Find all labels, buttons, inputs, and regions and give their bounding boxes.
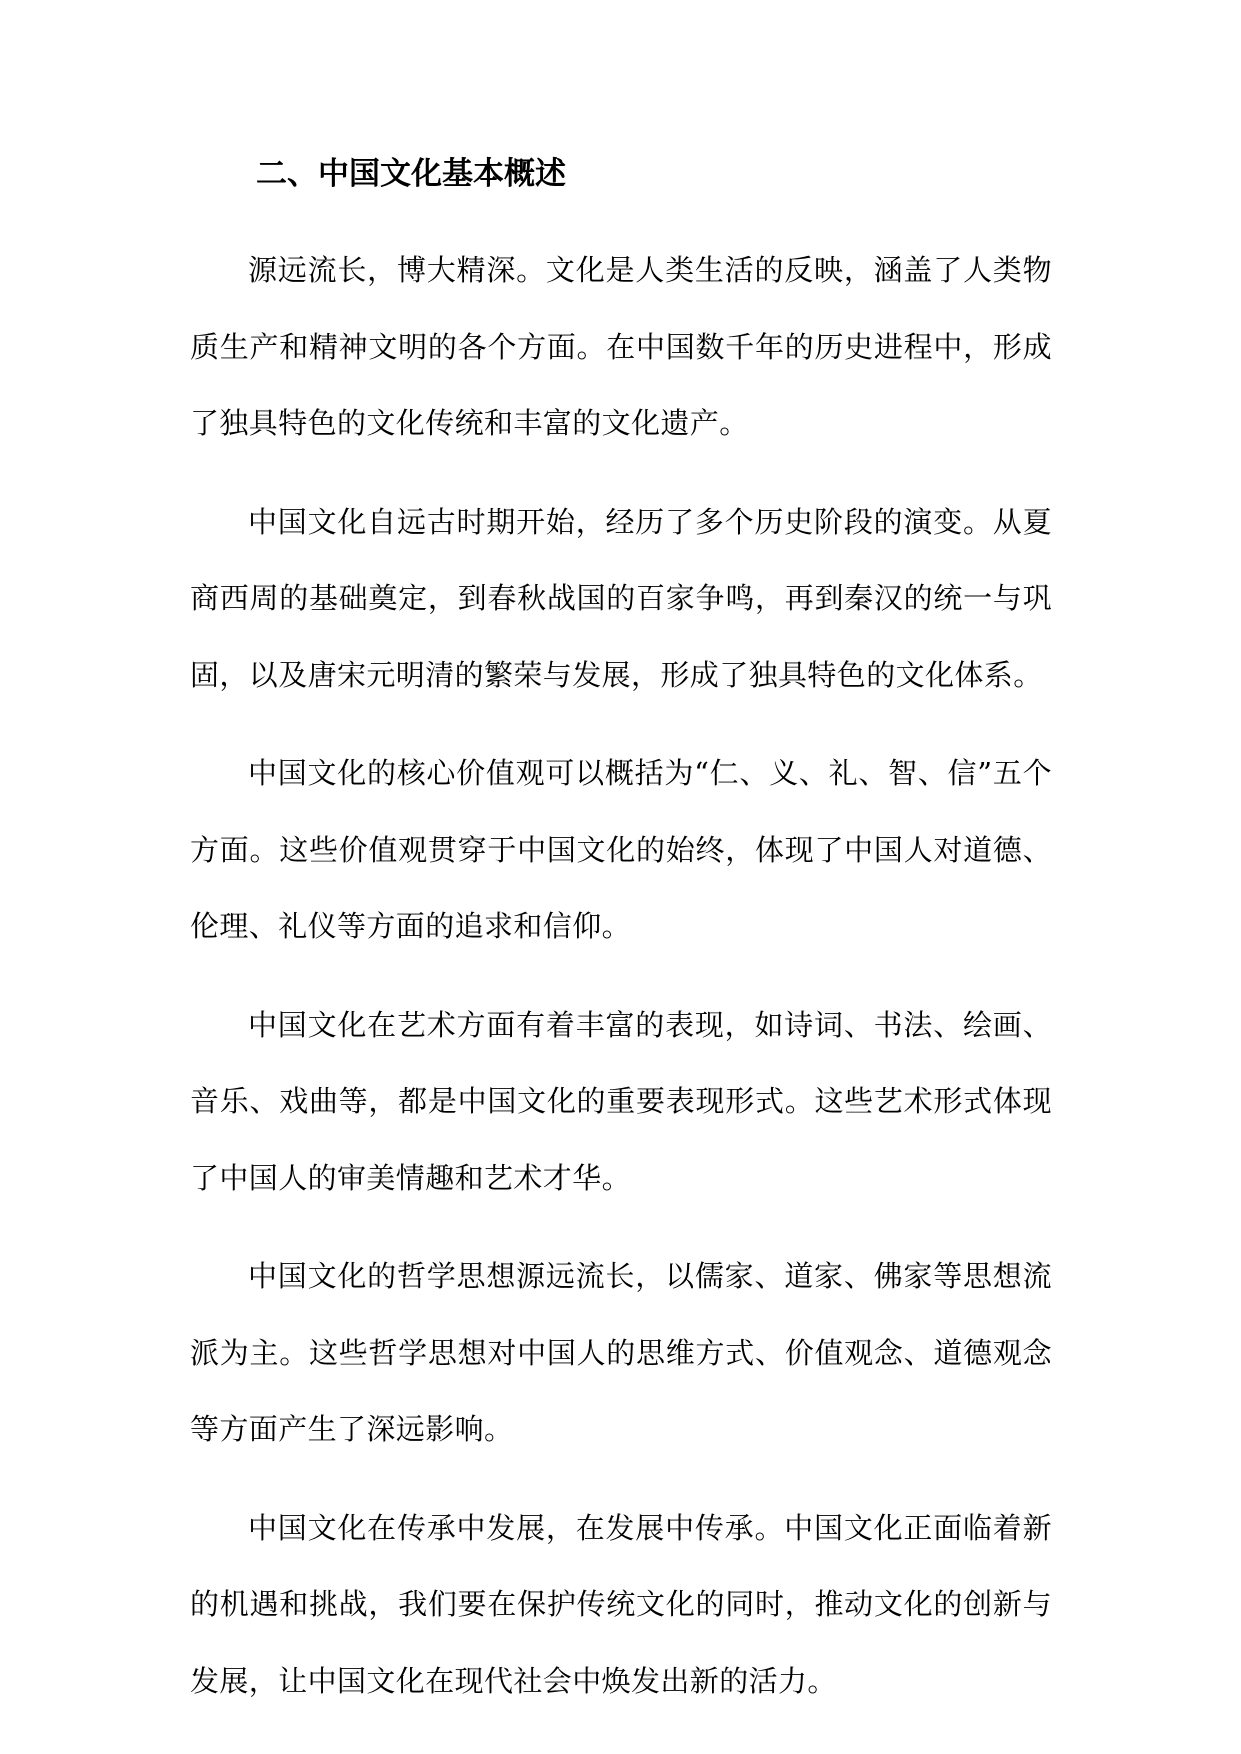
paragraph-philosophy: 中国文化的哲学思想源远流长，以儒家、道家、佛家等思想流派为主。这些哲学思想对中国人的思维方式、价值观念、道德观念等方面产生了深远影响。 bbox=[190, 1259, 1052, 1446]
paragraph-core-values: 中国文化的核心价值观可以概括为“仁、义、礼、智、信”五个方面。这些价值观贯穿于中国文化的始终，体现了中国人对道德、伦理、礼仪等方面的追求和信仰。 bbox=[190, 756, 1052, 943]
paragraph-origin: 源远流长，博大精深。文化是人类生活的反映，涵盖了人类物质生产和精神文明的各个方面。在中国数千年的历史进程中，形成了独具特色的文化传统和丰富的文化遗产。 bbox=[190, 253, 1052, 440]
paragraph-arts: 中国文化在艺术方面有着丰富的表现，如诗词、书法、绘画、音乐、戏曲等，都是中国文化的重要表现形式。这些艺术形式体现了中国人的审美情趣和艺术才华。 bbox=[190, 1007, 1052, 1195]
section-heading: 二、中国文化基本概述 bbox=[256, 156, 566, 192]
body-text bbox=[190, 232, 1052, 1741]
paragraph-history: 中国文化自远古时期开始，经历了多个历史阶段的演变。从夏商西周的基础奠定，到春秋战国的百家争鸣，再到秦汉的统一与巩固，以及唐宋元明清的繁荣与发展，形成了独具特色的文化体系。 bbox=[190, 504, 1052, 692]
paragraph-inheritance: 中国文化在传承中发展，在发展中传承。中国文化正面临着新的机遇和挑战，我们要在保护传统文化的同时，推动文化的创新与发展，让中国文化在现代社会中焕发出新的活力。 bbox=[190, 1510, 1052, 1698]
